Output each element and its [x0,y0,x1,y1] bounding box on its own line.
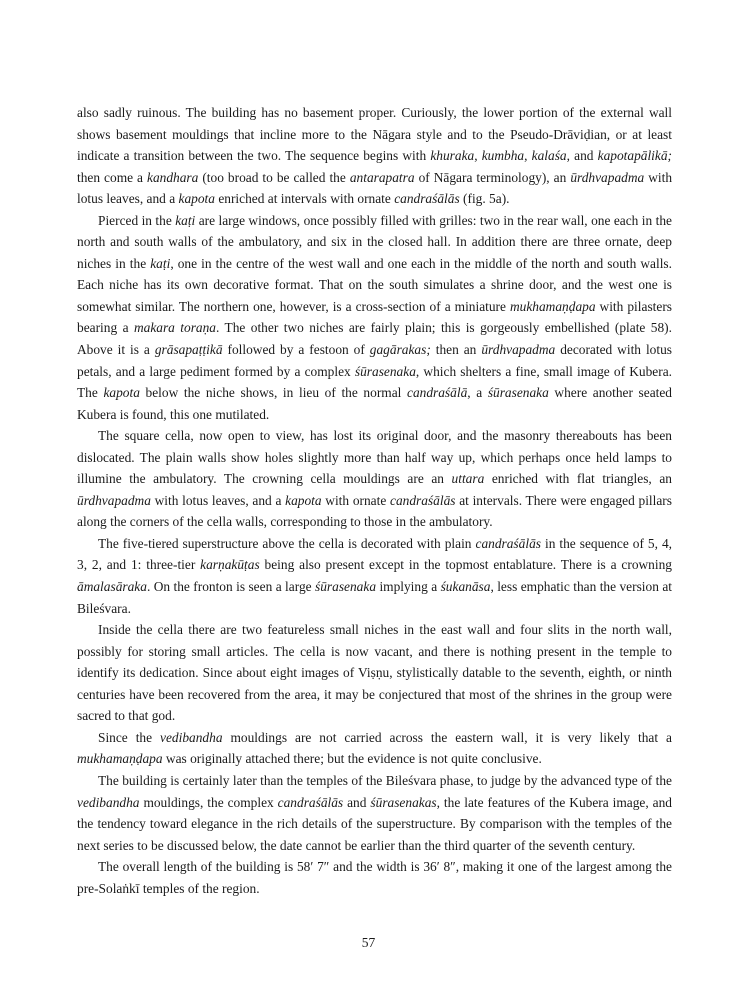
text-run: with ornate [321,492,390,508]
text-run: of Nāgara terminology), an [414,169,571,185]
italic-term: karṇakūṭas [200,557,260,573]
text-run: implying a [376,579,441,595]
paragraph [77,856,672,899]
text-run: Inside the cella there are two featureless small niches in the east wall and four slits in the north wall, possibly for storing small articles. The cella is now vacant, and there is nothing present in the temple to identify its dedication. Since about eight images of Viṣṇu, stylistically datable to the seventh, eighth, or ninth centuries have been recovered from the area, it may be conjectured that most of the shrines in the group were sacred to that god. [77,622,672,724]
italic-term: kapotapālikā; [597,148,672,164]
italic-term: śūrasenaka [315,579,377,595]
paragraph [77,727,672,770]
italic-term: mukhamaṇḍapa [77,751,163,767]
text-run: Pierced in the [98,212,176,228]
paragraph [77,102,672,210]
text-run: with lotus leaves, and a [150,492,286,508]
italic-term: candraśālās [475,535,541,551]
text-run: enriched with flat triangles, an [484,471,672,487]
text-run: with lotus leaves, and a [77,169,673,207]
italic-term: khuraka [430,148,475,164]
text-run: enriched at intervals with ornate [214,191,395,207]
text-run: are large windows, once possibly filled with grilles: two in the rear wall, one each in the north and south walls of the ambulatory, and six in the closed hall. In addition there are three ornate, deep niches in the [77,212,672,271]
italic-term: ūrdhvapadma [570,169,645,185]
text-run: also sadly ruinous. The building has no basement proper. Curiously, the lower portion of the external wall shows basement mouldings that incline more to the Nāgara style and to the Pseudo-Drāviḍian, or at least indicate a transition between the two. The sequence begins with [77,105,672,164]
text-run: The overall length of the building is 58′ 7″ and the width is 36′ 8″, making it one of the largest among the pre-Solaṅkī temples of the region. [77,859,672,896]
text-run: where another seated Kubera is found, this one mutilated. [77,385,673,422]
text-run: at intervals. There were engaged pillars along the corners of the cella walls, corresponding to those in the ambulatory. [77,492,672,530]
text-run: , a [467,385,488,401]
text-run: , [524,148,532,164]
text-run: with pilasters bearing a [77,298,672,336]
paragraph [77,425,672,533]
text-run: (too broad to be called the [198,169,350,185]
text-run: mouldings are not carried across the eastern wall, it is very likely that a [222,729,673,745]
italic-term: kandhara [147,169,199,185]
paragraph [77,533,672,619]
text-run: Since the [98,729,161,745]
text-run: below the niche shows, in lieu of the normal [139,385,407,401]
italic-term: uttara [451,471,485,487]
italic-term: kumbha [481,148,525,164]
text-run: . The other two niches are fairly plain; this is gorgeously embellished (plate 58). Above it is a [77,320,672,358]
text-run: The square cella, now open to view, has lost its original door, and the masonry thereabouts has been dislocated. The plain walls show holes slightly more than half way up, which perhaps once held lamps to illumine the ambulatory. The crowning cella mouldings are an [77,428,672,487]
text-run: (fig. 5a). [459,191,510,207]
text-run: followed by a festoon of [222,342,370,358]
paragraph [77,210,672,425]
text-run: , which shelters a fine, small image of Kubera. The [77,363,672,401]
italic-term: kaṭi [150,255,171,271]
text-run: , one in the centre of the west wall and one each in the middle of the north and south walls. Each niche has its own decorative format. That on the south simulates a shrine door, and the west one is somewhat similar. The northern one, however, is a cross-section of a miniature [77,255,672,314]
italic-term: candraśālā [407,385,468,401]
text-run: The building is certainly later than the temples of the Bileśvara phase, to judge by the advanced type of the [98,772,672,788]
text-run: was originally attached there; but the evidence is not quite conclusive. [162,751,542,767]
italic-term: śūrasenakas [370,794,437,810]
text-run: , the late features of the Kubera image, and the tendency toward elegance in the rich details of the superstructure. By comparison with the temples of the next series to be discussed below, the date cannot be earlier than the third quarter of the seventh century. [77,794,672,853]
italic-term: kapota [285,492,322,508]
italic-term: śukanāsa [440,579,491,595]
italic-term: vedibandha [77,794,140,810]
italic-term: grāsapaṭṭikā [154,342,223,358]
italic-term: kalaśa [531,148,567,164]
text-run: , less emphatic than the version at Bileśvara. [77,579,672,616]
italic-term: mukhamaṇḍapa [509,298,596,314]
text-run: being also present except in the topmost entablature. There is a crowning [259,557,672,573]
italic-term: vedibandha [160,729,223,745]
italic-term: antarapatra [349,169,415,185]
page-number: 57 [361,935,376,950]
text-run: mouldings, the complex [139,794,278,810]
text-run: and [343,794,371,810]
italic-term: kaṭi [175,212,196,228]
italic-term: āmalasāraka [77,579,147,595]
text-run: , [474,148,482,164]
italic-term: śūrasenaka [354,363,416,379]
italic-term: gagārakas; [369,342,431,358]
italic-term: ūrdhvapadma [77,492,151,508]
text-run: decorated with lotus petals, and a large pediment formed by a complex [77,342,672,379]
text-run: in the sequence of 5, 4, 3, 2, and 1: three-tier [77,535,673,573]
text-run: , and [566,148,598,164]
italic-term: kapota [103,385,140,401]
italic-term: makara toraṇa [133,320,216,336]
italic-term: śūrasenaka [487,385,549,401]
italic-term: candraśālās [277,794,344,810]
paragraph [77,619,672,727]
text-run: The five-tiered superstructure above the cella is decorated with plain [98,535,476,551]
italic-term: candraśālās [390,492,456,508]
text-run: then come a [77,169,148,185]
italic-term: ūrdhvapadma [481,342,556,358]
italic-term: kapota [178,191,215,207]
paragraph [77,770,672,856]
body-text [77,102,672,899]
text-run: . On the fronton is seen a large [146,579,316,595]
text-run: then an [430,342,482,358]
italic-term: candraśālās [394,191,460,207]
